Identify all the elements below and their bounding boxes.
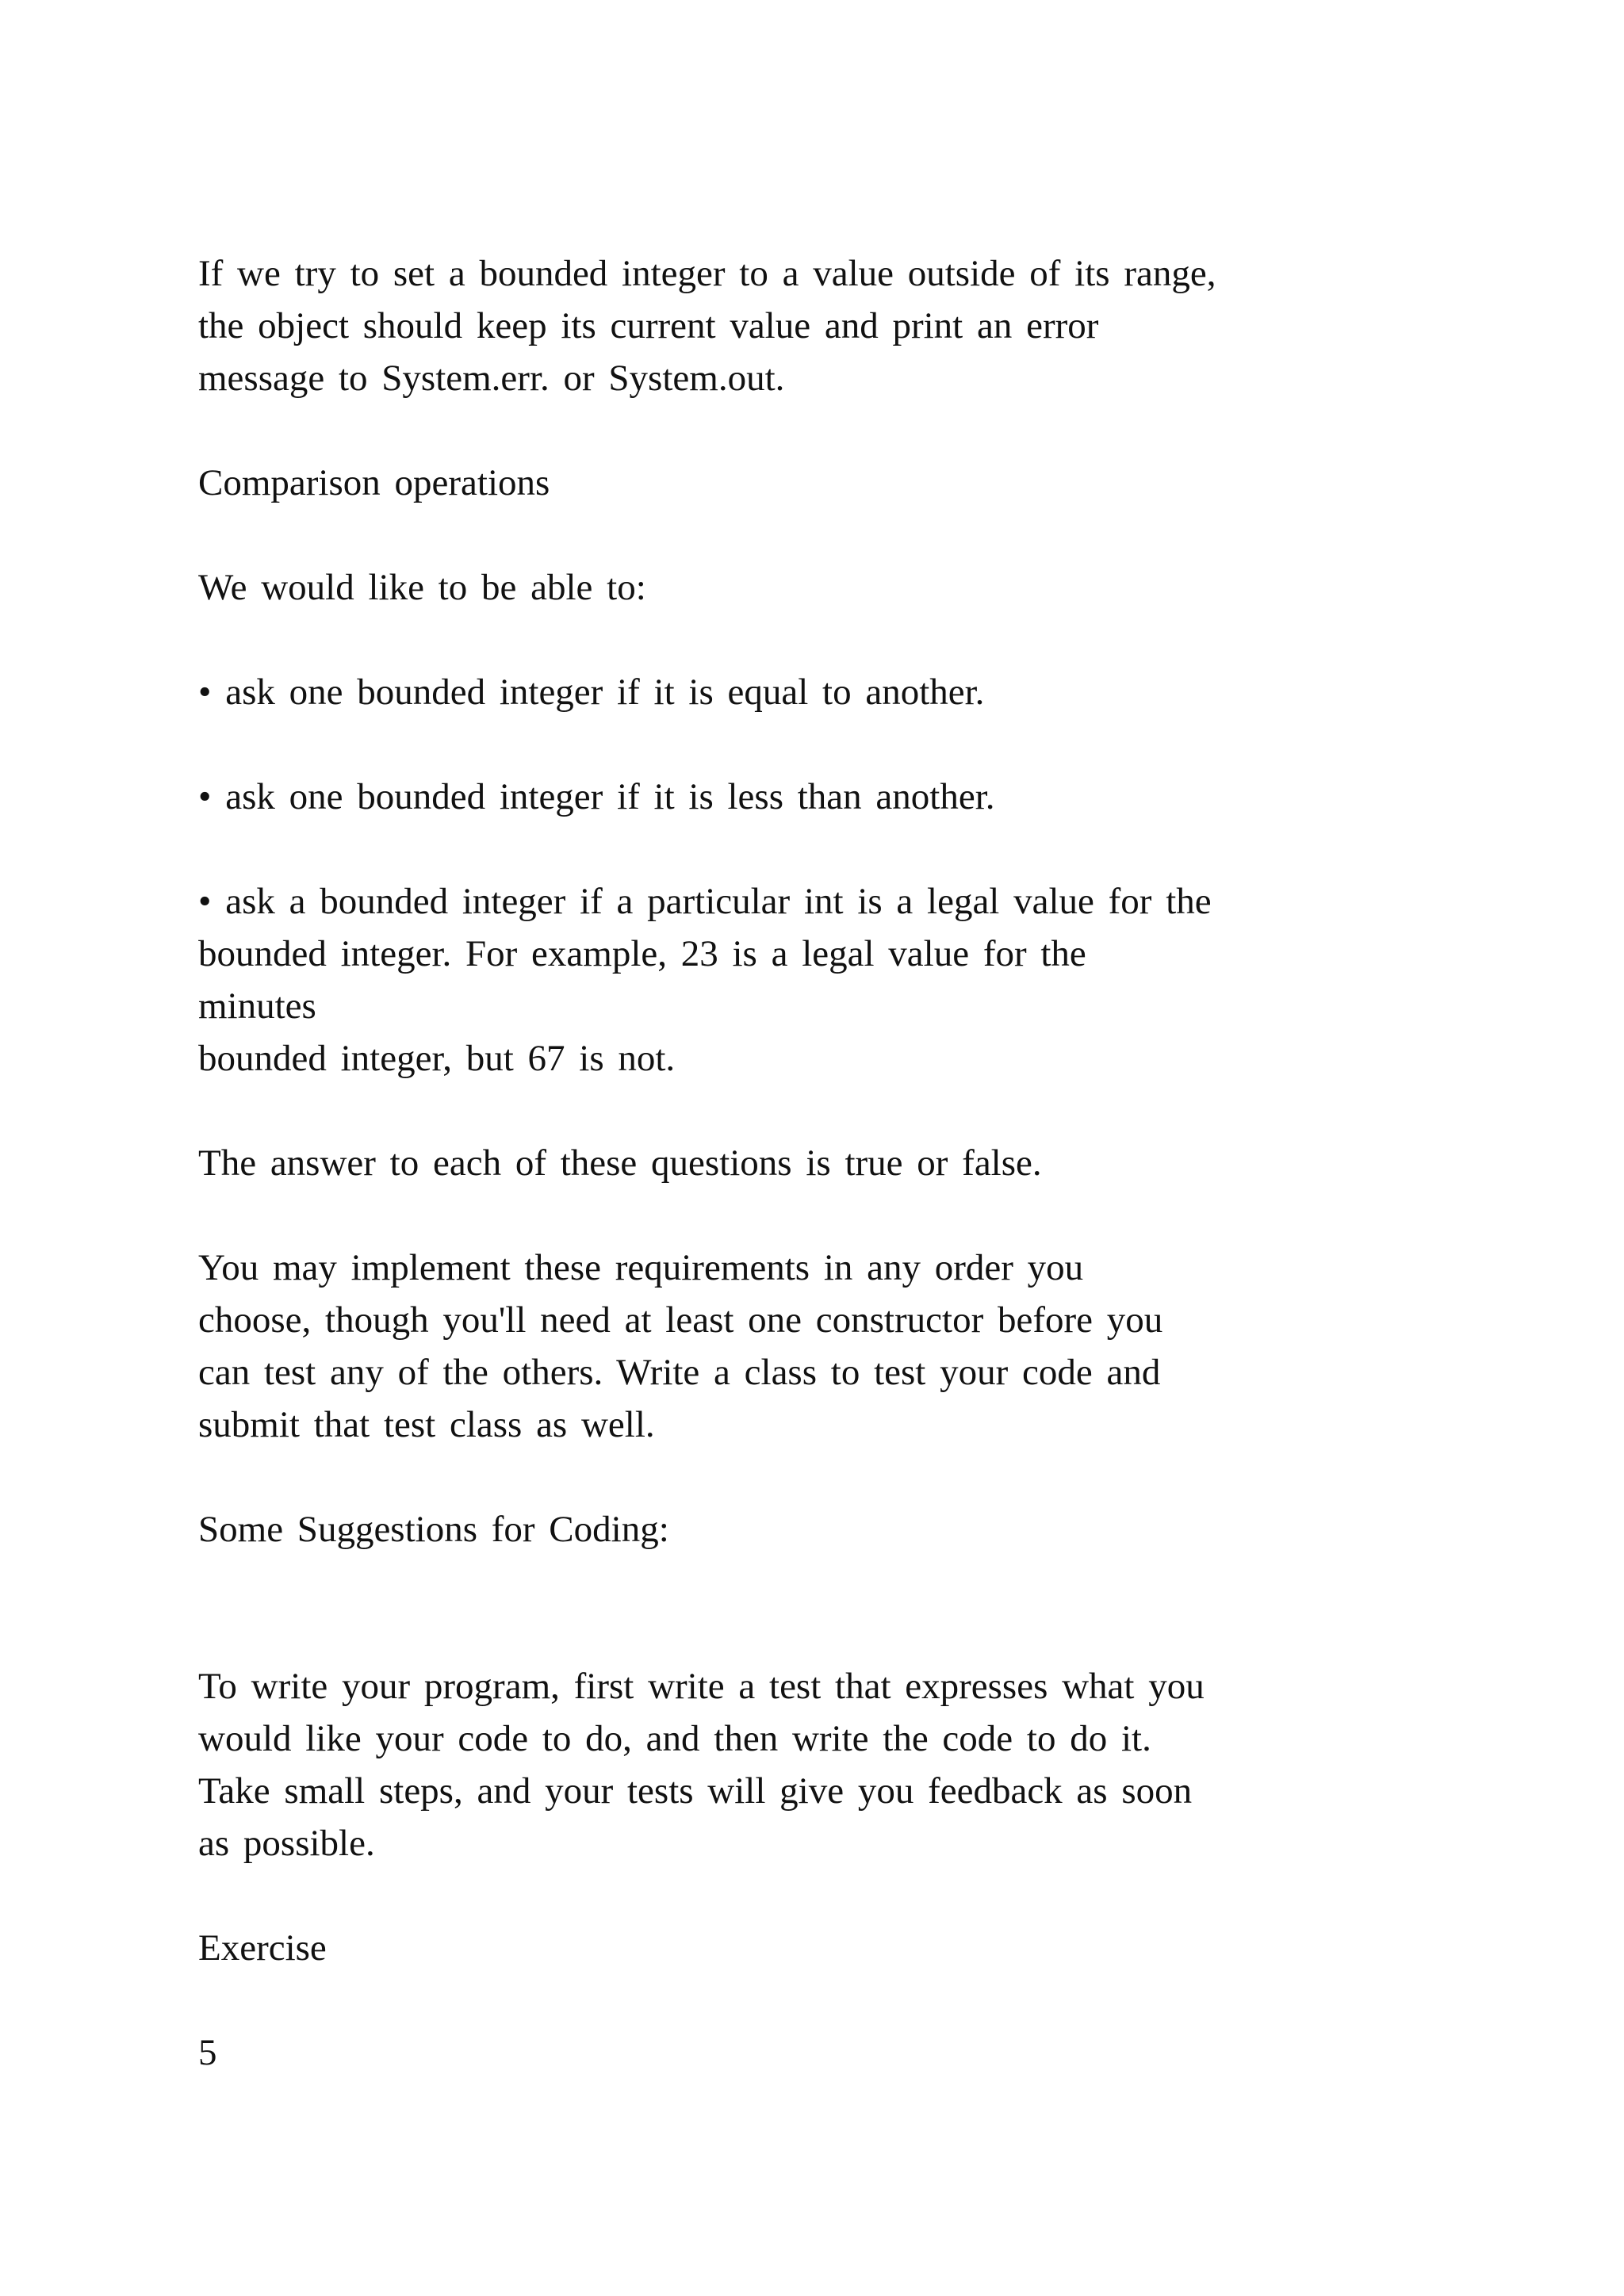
document-body (198, 247, 1483, 2079)
paragraph-write-tests-first: To write your program, first write a test that expresses what you would like your code to do, and then write the code to do it. Take small steps, and your tests will give you feedback as soon as possible. (198, 1666, 1205, 1864)
paragraph-spacer (198, 404, 1483, 457)
paragraph-bounded-range-error: If we try to set a bounded integer to a value outside of its range, the object should keep its current value and print an error message to System.err. or System.out. (198, 253, 1216, 399)
paragraph-spacer (198, 1556, 1483, 1660)
heading-comparison-operations: Comparison operations (198, 462, 550, 503)
paragraph-spacer (198, 1451, 1483, 1503)
paragraph-spacer (198, 718, 1483, 771)
paragraph-spacer (198, 1085, 1483, 1137)
paragraph-intro-list: We would like to be able to: (198, 567, 646, 608)
paragraph-spacer (198, 614, 1483, 666)
paragraph-spacer (198, 823, 1483, 875)
list-item-less-than: • ask one bounded integer if it is less than another. (198, 776, 995, 817)
page-number: 5 (198, 2032, 217, 2073)
paragraph-implementation-order: You may implement these requirements in any order you choose, though you'll need at least one constructor before you can test any of the others. Write a class to test your code and submit that test class as well. (198, 1247, 1163, 1445)
heading-coding-suggestions: Some Suggestions for Coding: (198, 1509, 669, 1550)
paragraph-true-false: The answer to each of these questions is true or false. (198, 1142, 1042, 1184)
paragraph-spacer (198, 1974, 1483, 2026)
heading-exercise: Exercise (198, 1927, 327, 1969)
list-item-legal-value: • ask a bounded integer if a particular int is a legal value for the bounded integer. For example, 23 is a legal value for the minutes bounded integer, but 67 is not. (198, 881, 1212, 1079)
list-item-equal: • ask one bounded integer if it is equal to another. (198, 672, 985, 713)
paragraph-spacer (198, 1189, 1483, 1242)
paragraph-spacer (198, 509, 1483, 561)
paragraph-spacer (198, 1869, 1483, 1922)
